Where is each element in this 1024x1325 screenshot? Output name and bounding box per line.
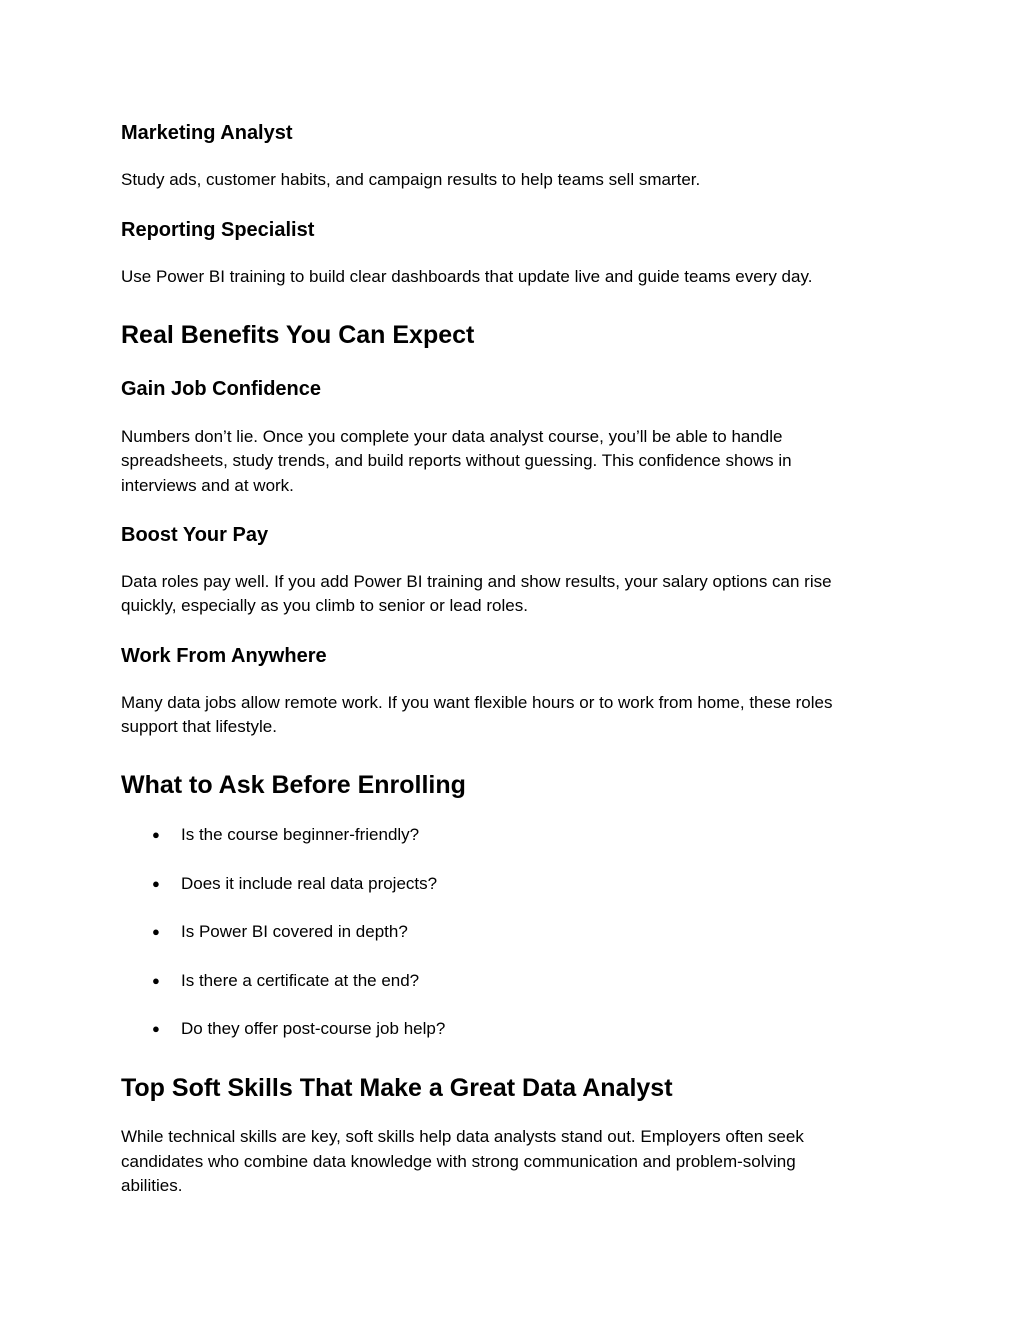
- paragraph-boost-your-pay-line-2: quickly, especially as you climb to senior or lead roles.: [121, 596, 528, 615]
- paragraph-gain-job-confidence-line-3: interviews and at work.: [121, 476, 294, 495]
- list-item-text: Is there a certificate at the end?: [181, 971, 420, 990]
- heading-reporting-specialist: Reporting Specialist: [121, 219, 315, 241]
- paragraph-soft-skills-line-2: candidates who combine data knowledge with strong communication and problem-solving: [121, 1152, 796, 1171]
- bullet-icon: ●: [152, 876, 160, 891]
- bullet-icon: ●: [152, 827, 160, 842]
- paragraph-gain-job-confidence-line-1: Numbers don’t lie. Once you complete your data analyst course, you’ll be able to handle: [121, 427, 783, 446]
- heading-real-benefits: Real Benefits You Can Expect: [121, 321, 475, 349]
- list-item-text: Is Power BI covered in depth?: [181, 922, 408, 941]
- paragraph-soft-skills-line-3: abilities.: [121, 1176, 183, 1195]
- paragraph-marketing-analyst: Study ads, customer habits, and campaign results to help teams sell smarter.: [121, 170, 701, 189]
- bullet-icon: ●: [152, 924, 160, 939]
- bullet-icon: ●: [152, 1021, 160, 1036]
- heading-boost-your-pay: Boost Your Pay: [121, 524, 269, 546]
- list-item-text: Is the course beginner-friendly?: [181, 825, 420, 844]
- paragraph-gain-job-confidence-line-2: spreadsheets, study trends, and build reports without guessing. This confidence shows in: [121, 451, 792, 470]
- heading-top-soft-skills: Top Soft Skills That Make a Great Data Analyst: [121, 1074, 673, 1102]
- heading-what-to-ask: What to Ask Before Enrolling: [121, 771, 466, 799]
- paragraph-reporting-specialist: Use Power BI training to build clear dashboards that update live and guide teams every day.: [121, 267, 813, 286]
- paragraph-boost-your-pay-line-1: Data roles pay well. If you add Power BI training and show results, your salary options can rise: [121, 572, 832, 591]
- heading-marketing-analyst: Marketing Analyst: [121, 122, 293, 144]
- heading-gain-job-confidence: Gain Job Confidence: [121, 378, 322, 400]
- list-item-text: Does it include real data projects?: [181, 874, 438, 893]
- heading-work-from-anywhere: Work From Anywhere: [121, 645, 327, 667]
- list-item-text: Do they offer post-course job help?: [181, 1019, 446, 1038]
- paragraph-work-from-anywhere-line-1: Many data jobs allow remote work. If you want flexible hours or to work from home, these roles: [121, 693, 833, 712]
- paragraph-work-from-anywhere-line-2: support that lifestyle.: [121, 717, 277, 736]
- bullet-icon: ●: [152, 973, 160, 988]
- paragraph-soft-skills-line-1: While technical skills are key, soft skills help data analysts stand out. Employers often seek: [121, 1127, 804, 1146]
